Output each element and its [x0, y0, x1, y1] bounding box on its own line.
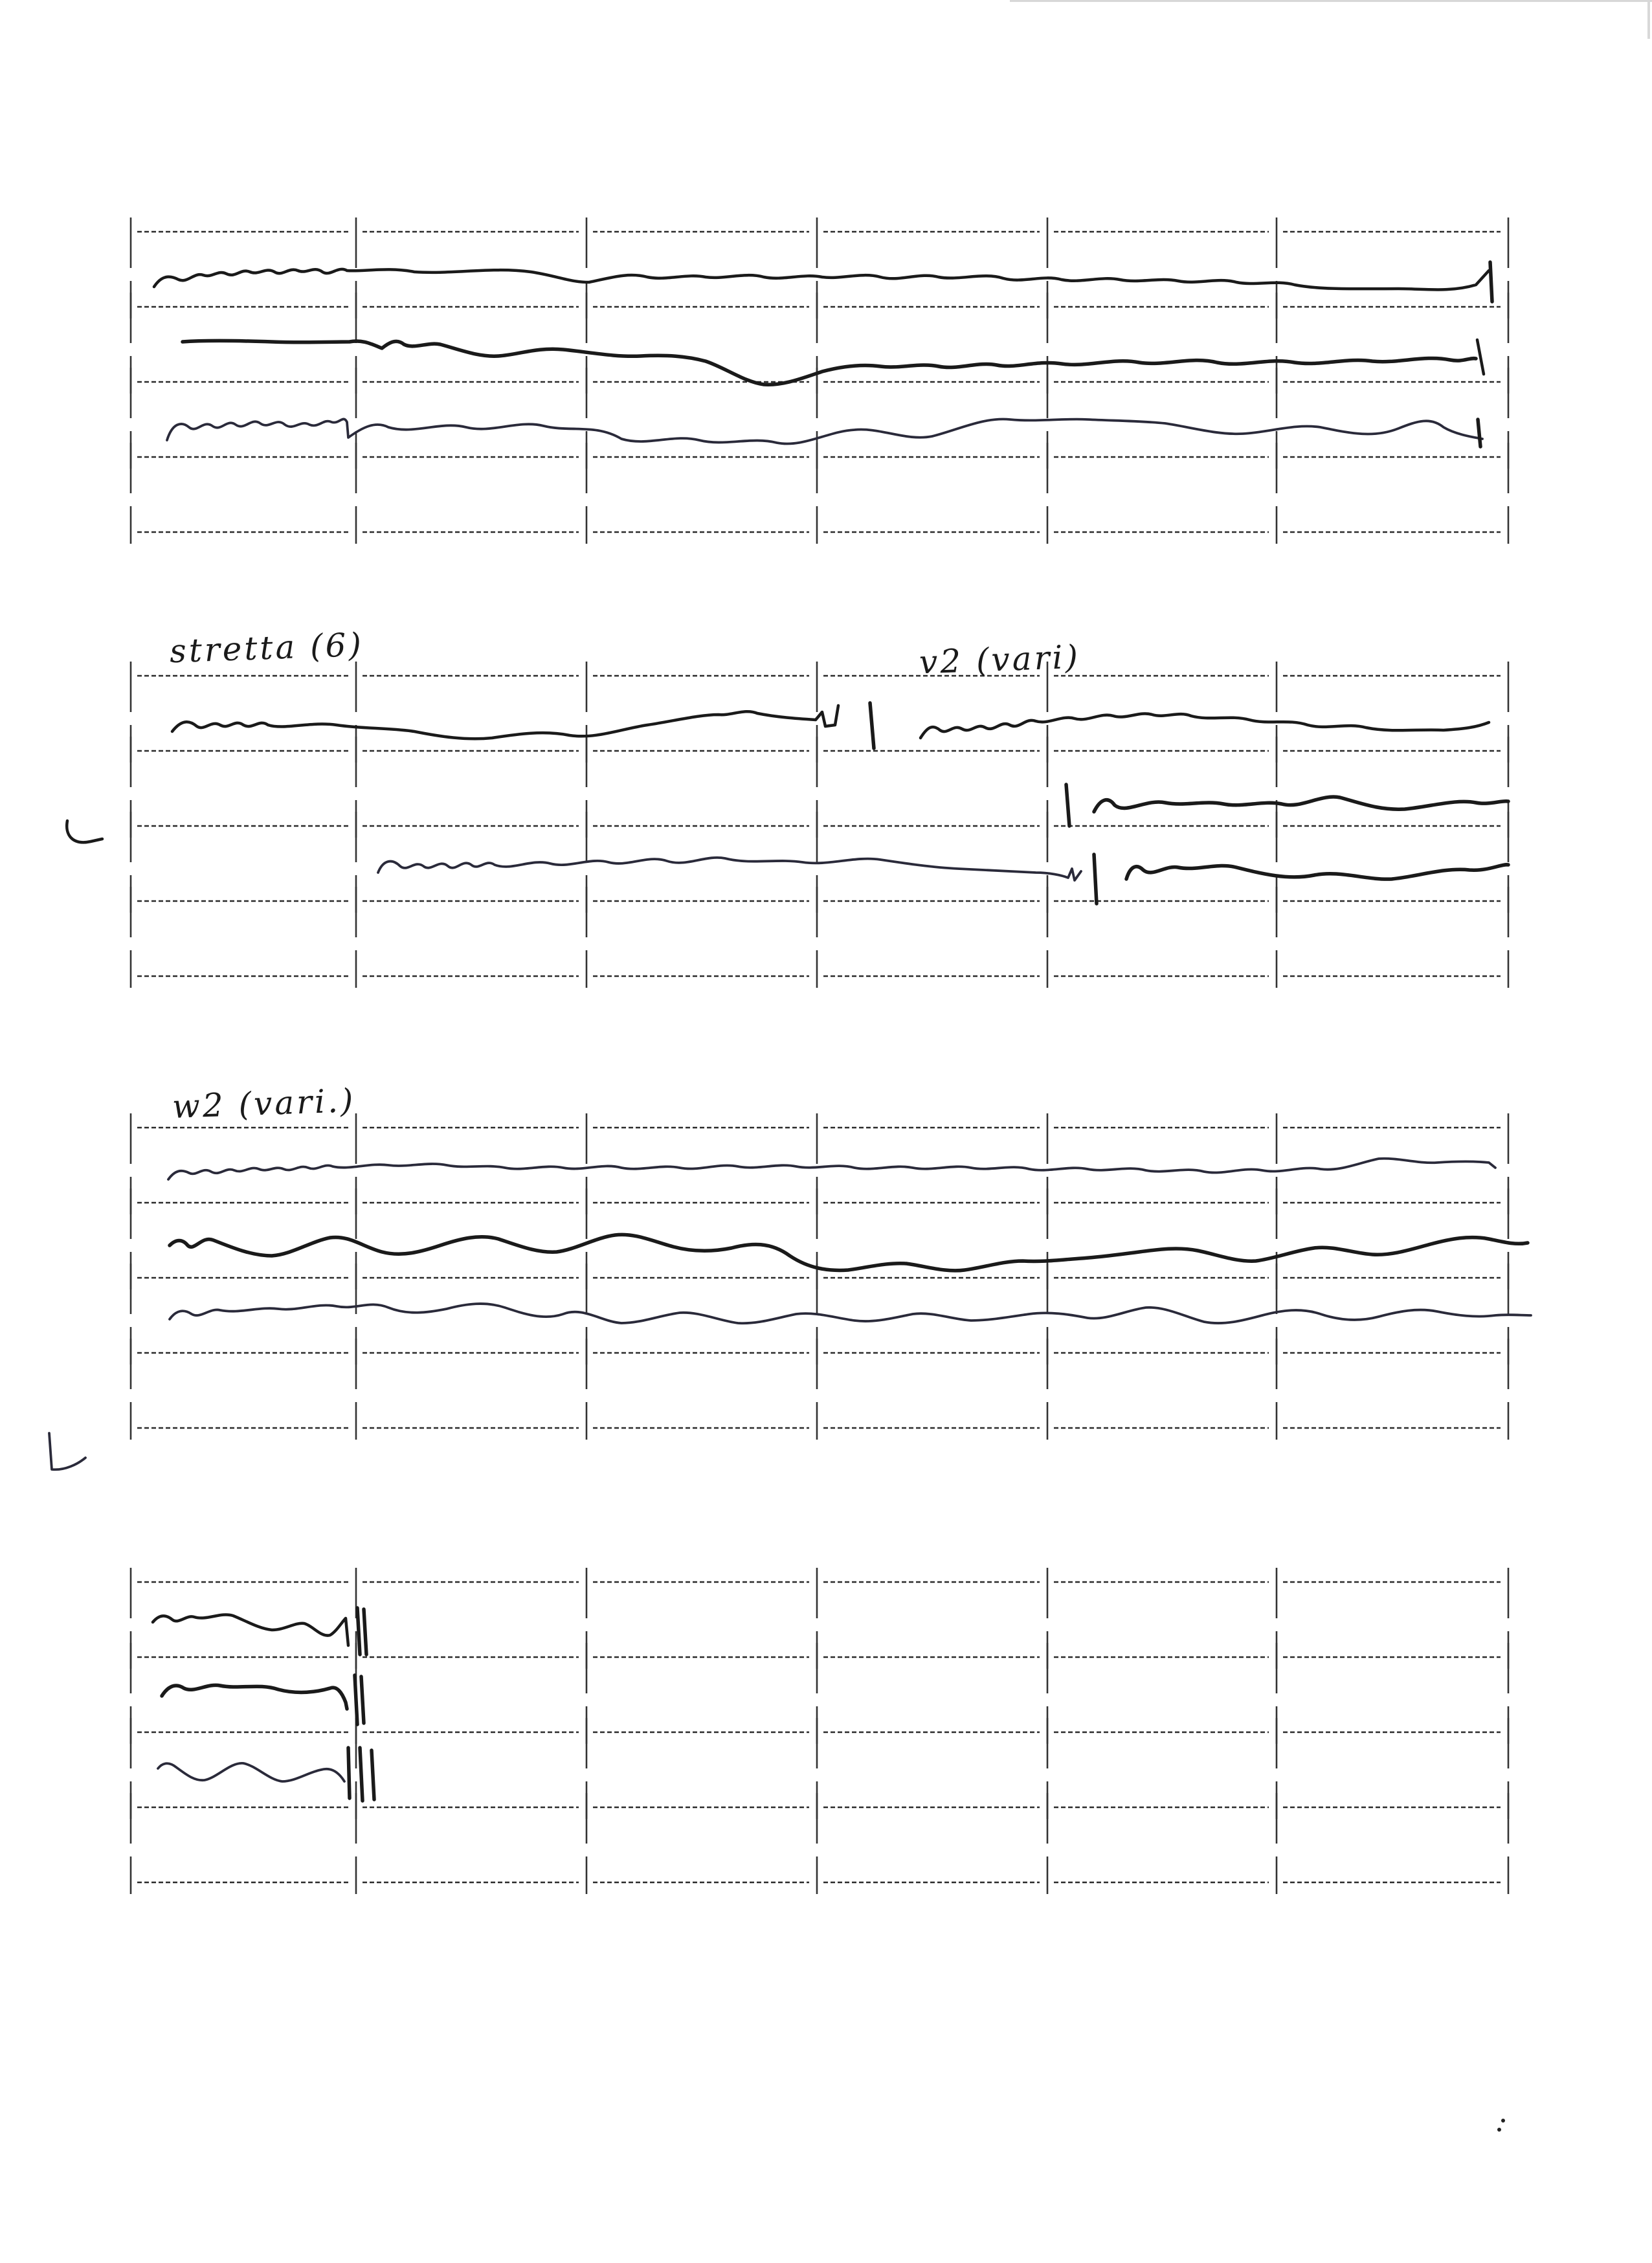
tab-system-4	[131, 1568, 1508, 1894]
speck-1	[1501, 2119, 1505, 2123]
voice-2-wave-system-4	[162, 1685, 347, 1709]
voice-1-wave-system-1	[154, 269, 1489, 290]
voice-1-end-bar-system-1	[1490, 262, 1492, 302]
margin-mark-1	[67, 821, 102, 842]
voice-1-double-bar-system-4	[357, 1608, 366, 1655]
voice-3-wave-system-2	[378, 858, 1081, 880]
tab-grids	[131, 217, 1508, 1894]
voice-3-wave-system-1	[167, 419, 1482, 443]
label-stretta: stretta (6)	[169, 625, 364, 671]
voice-3-entry-bar-system-2	[1094, 854, 1097, 904]
voice-2-end-bar-system-1	[1477, 340, 1484, 374]
voice-2-wave-system-2	[1094, 797, 1508, 812]
voice-3-end-bar-system-1	[1478, 419, 1480, 447]
voice-1-wave-system-3	[168, 1159, 1495, 1179]
tab-system-3	[131, 1113, 1508, 1440]
handwritten-strokes	[49, 262, 1531, 2132]
tab-system-1	[131, 217, 1508, 544]
speck-2	[1497, 2128, 1501, 2132]
voice-2-wave-system-3	[170, 1234, 1528, 1271]
voice-2-entry-bar-system-2	[1066, 785, 1069, 826]
voice-3-wave-system-2-cont	[1126, 865, 1508, 879]
voice-1-wave-system-4	[153, 1614, 348, 1645]
voice-1-break-bar-system-2	[870, 703, 874, 748]
voice-3-wave-system-3	[170, 1304, 1531, 1323]
voice-3-wave-system-4	[158, 1763, 344, 1781]
label-w2: w2 (vari.)	[172, 1082, 357, 1126]
tab-system-2	[131, 662, 1508, 988]
voice-1-wave-system-2	[172, 706, 838, 739]
voice-2-double-bar-system-4	[355, 1675, 364, 1724]
margin-mark-2	[49, 1433, 85, 1469]
voice-1-v2-wave-system-2	[921, 713, 1489, 738]
voice-3-double-bar-system-4	[348, 1748, 374, 1801]
label-v2: v2 (vari)	[919, 638, 1081, 682]
voice-2-wave-system-1	[183, 341, 1476, 385]
